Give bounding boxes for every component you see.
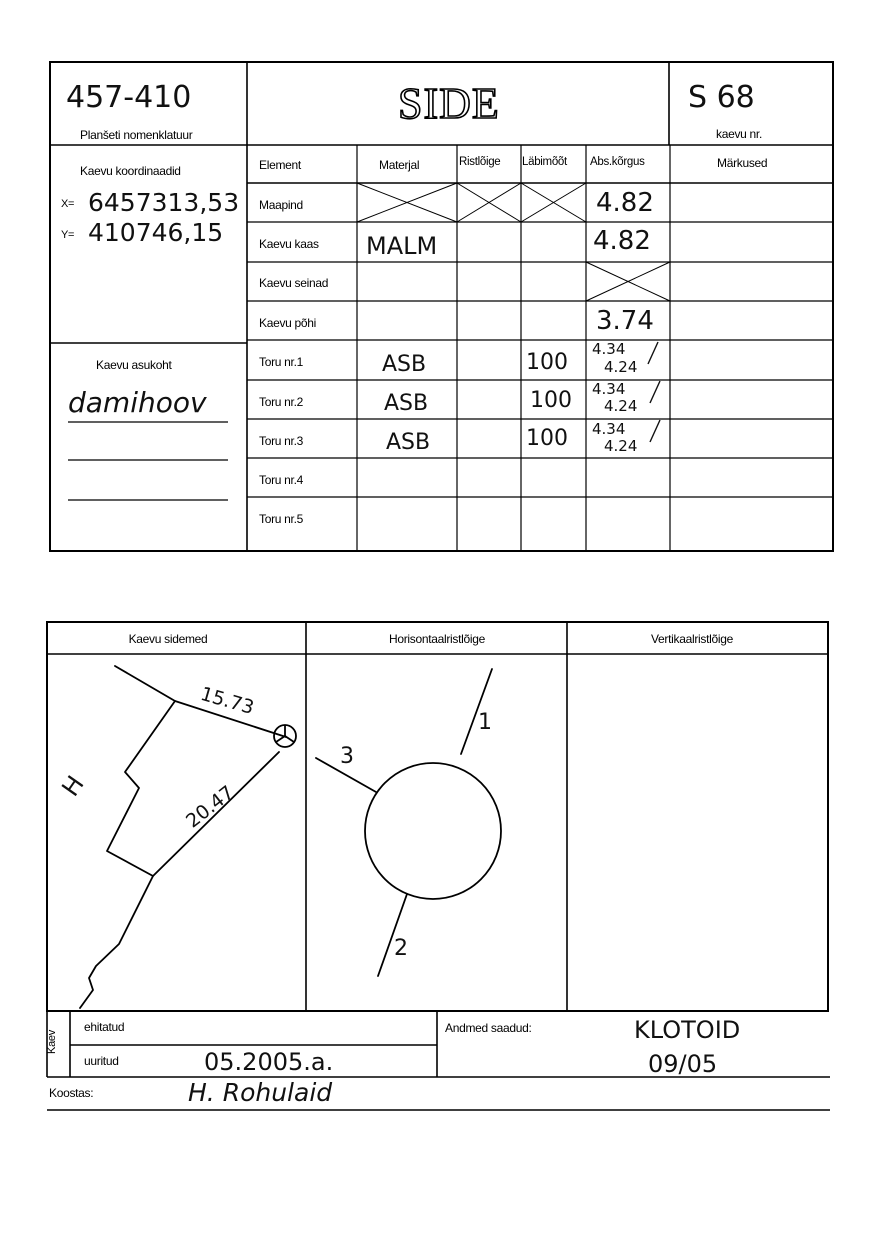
height-cover: 4.82	[593, 226, 651, 256]
height-ground: 4.82	[596, 188, 654, 218]
y-prefix: Y=	[61, 229, 75, 241]
row-element-8: Toru nr.4	[259, 473, 303, 487]
col-horizontal-section-label: Horisontaalristlõige	[388, 632, 486, 646]
compiled-value: H. Rohulaid	[188, 1078, 333, 1107]
height-top-pipe-3: 4.34	[592, 420, 626, 438]
nomenclature-label: Planšeti nomenklatuur	[80, 128, 193, 142]
data-received-source: KLOTOID	[634, 1016, 741, 1044]
row-element-9: Toru nr.5	[259, 512, 303, 526]
row-element-3: Kaevu seinad	[259, 276, 329, 290]
lower-form	[0, 600, 874, 1120]
header-notes: Märkused	[717, 156, 768, 170]
height-bottom-pipe-1: 4.24	[604, 358, 638, 376]
inspected-value: 05.2005.a.	[204, 1048, 334, 1076]
pipe-label-2: 2	[394, 936, 408, 961]
x-coordinate: 6457313,53	[88, 188, 240, 217]
sketch-mark: H	[56, 770, 90, 802]
x-prefix: X=	[61, 198, 75, 210]
form-title: SIDE	[398, 79, 500, 128]
material-pipe-2: ASB	[384, 391, 429, 416]
coordinates-label: Kaevu koordinaadid	[80, 164, 181, 178]
nomenclature-value: 457-410	[66, 80, 192, 115]
data-received-label: Andmed saadud:	[445, 1021, 532, 1035]
built-label: ehitatud	[84, 1020, 125, 1034]
material-cover: MALM	[366, 232, 438, 260]
upper-form	[0, 0, 874, 600]
height-top-pipe-1: 4.34	[592, 340, 626, 358]
distance-2: 20.47	[181, 781, 239, 833]
header-abs-height: Abs.kõrgus	[590, 156, 645, 168]
well-number-value: S 68	[688, 80, 755, 115]
kaev-label: Kaev	[45, 1030, 58, 1054]
row-element-4: Kaevu põhi	[259, 316, 317, 330]
material-pipe-1: ASB	[382, 352, 427, 377]
height-bottom-pipe-2: 4.24	[604, 397, 638, 415]
pipe-height-slashes	[0, 0, 874, 600]
horizontal-section-diagram	[306, 654, 567, 1011]
col-connections-label: Kaevu sidemed	[128, 632, 208, 646]
header-material: Materjal	[379, 158, 420, 172]
inspected-label: uuritud	[84, 1054, 119, 1068]
well-number-label: kaevu nr.	[716, 127, 762, 141]
location-value: damihoov	[68, 386, 207, 419]
data-received-date: 09/05	[648, 1050, 718, 1078]
compiled-label: Koostas:	[49, 1086, 94, 1100]
location-label: Kaevu asukoht	[96, 358, 172, 372]
height-bottom: 3.74	[596, 306, 654, 336]
header-element: Element	[259, 158, 301, 172]
header-diameter: Läbimõõt	[522, 156, 567, 168]
diameter-pipe-3: 100	[526, 426, 568, 451]
y-coordinate: 410746,15	[88, 218, 224, 247]
height-top-pipe-2: 4.34	[592, 380, 626, 398]
row-element-1: Maapind	[259, 198, 303, 212]
diameter-pipe-2: 100	[530, 388, 572, 413]
header-cross-section: Ristlõige	[459, 156, 501, 168]
row-element-6: Toru nr.2	[259, 395, 303, 409]
distance-1: 15.73	[198, 682, 257, 720]
col-vertical-section-label: Vertikaalristlõige	[651, 632, 733, 646]
row-element-2: Kaevu kaas	[259, 237, 319, 251]
diameter-pipe-1: 100	[526, 350, 568, 375]
connections-sketch	[47, 654, 307, 1014]
row-element-7: Toru nr.3	[259, 434, 303, 448]
row-element-5: Toru nr.1	[259, 355, 303, 369]
pipe-label-3: 3	[340, 744, 354, 769]
pipe-label-1: 1	[478, 710, 492, 735]
height-bottom-pipe-3: 4.24	[604, 437, 638, 455]
material-pipe-3: ASB	[386, 430, 431, 455]
